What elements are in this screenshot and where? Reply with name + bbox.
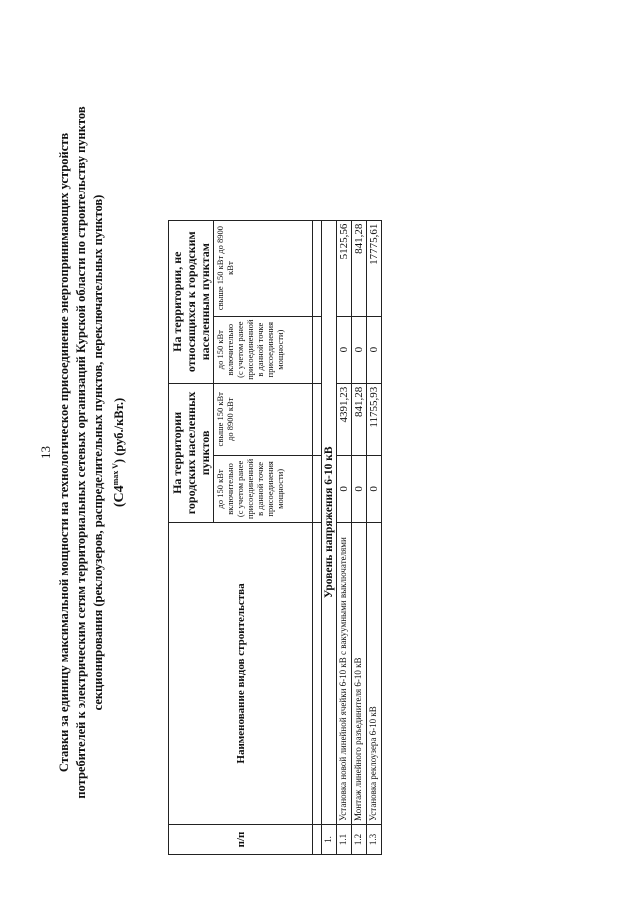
title-units: ) (руб./кВт.): [112, 397, 127, 464]
title-line-1: Ставки за единицу максимальной мощности на технологическое присоединение энергопринимающих устройств: [57, 132, 71, 773]
title-symbol-superscript: max V: [111, 463, 120, 486]
table-row: [352, 220, 367, 854]
row-name: Установка реклоузера 6-10 кВ: [367, 523, 382, 825]
title-line-4: [107, 60, 128, 845]
table-row: [367, 220, 382, 854]
cell-rural-150-8900: 17775,61: [367, 220, 382, 316]
subheader-rural-upto150: до 150 кВт включительно (с учетом ранее присоединенной в данной точке присоединения мощности): [214, 316, 313, 383]
cell-urban-upto150: 0: [367, 455, 382, 522]
cell-urban-150-8900: 841,28: [352, 383, 367, 455]
title-symbol: (С4: [112, 485, 128, 508]
header-name: Наименование видов строительства: [169, 523, 313, 825]
document-title: [56, 60, 128, 845]
cell-urban-150-8900: 4391,23: [337, 383, 352, 455]
row-num: 1.2: [352, 825, 367, 855]
section-num: 1.: [322, 825, 337, 855]
cell-urban-upto150: 0: [337, 455, 352, 522]
cell-rural-upto150: 0: [367, 316, 382, 383]
row-num: 1.3: [367, 825, 382, 855]
header-urban: На территории городских населенных пунктов: [169, 383, 214, 522]
header-num: п/п: [169, 825, 313, 855]
cell-rural-upto150: 0: [337, 316, 352, 383]
subheader-urban-150-8900: свыше 150 кВт до 8900 кВт: [214, 383, 313, 455]
title-line-2: потребителей к электрическим сетям территориальных сетевых организаций Курской области по строительству пунктов: [74, 106, 88, 799]
table-blank-row: [313, 220, 322, 854]
title-line-3: секционирования (реклоузеров, распределительных пунктов, переключательных пунктов): [91, 194, 105, 711]
subheader-urban-upto150: до 150 кВт включительно (с учетом ранее присоединенной в данной точке присоединения мощности): [214, 455, 313, 522]
row-num: 1.1: [337, 825, 352, 855]
row-name: Монтаж линейного разъединителя 6-10 кВ: [352, 523, 367, 825]
section-row: [322, 220, 337, 854]
rates-table: [168, 220, 382, 855]
cell-urban-upto150: 0: [352, 455, 367, 522]
page-number: 13: [38, 446, 53, 459]
cell-urban-150-8900: 11755,93: [367, 383, 382, 455]
cell-rural-upto150: 0: [352, 316, 367, 383]
table-header-row: [169, 220, 214, 854]
section-title: Уровень напряжения 6-10 кВ: [322, 220, 337, 824]
cell-rural-150-8900: 841,28: [352, 220, 367, 316]
header-rural: На территории, не относящихся к городским населенным пунктам: [169, 220, 214, 383]
cell-rural-150-8900: 5125,56: [337, 220, 352, 316]
subheader-rural-150-8900: свыше 150 кВт до 8900 кВт: [214, 220, 313, 316]
table-row: [337, 220, 352, 854]
row-name: Установка новой линейной ячейки 6-10 кВ с вакуумными выключателями: [337, 523, 352, 825]
